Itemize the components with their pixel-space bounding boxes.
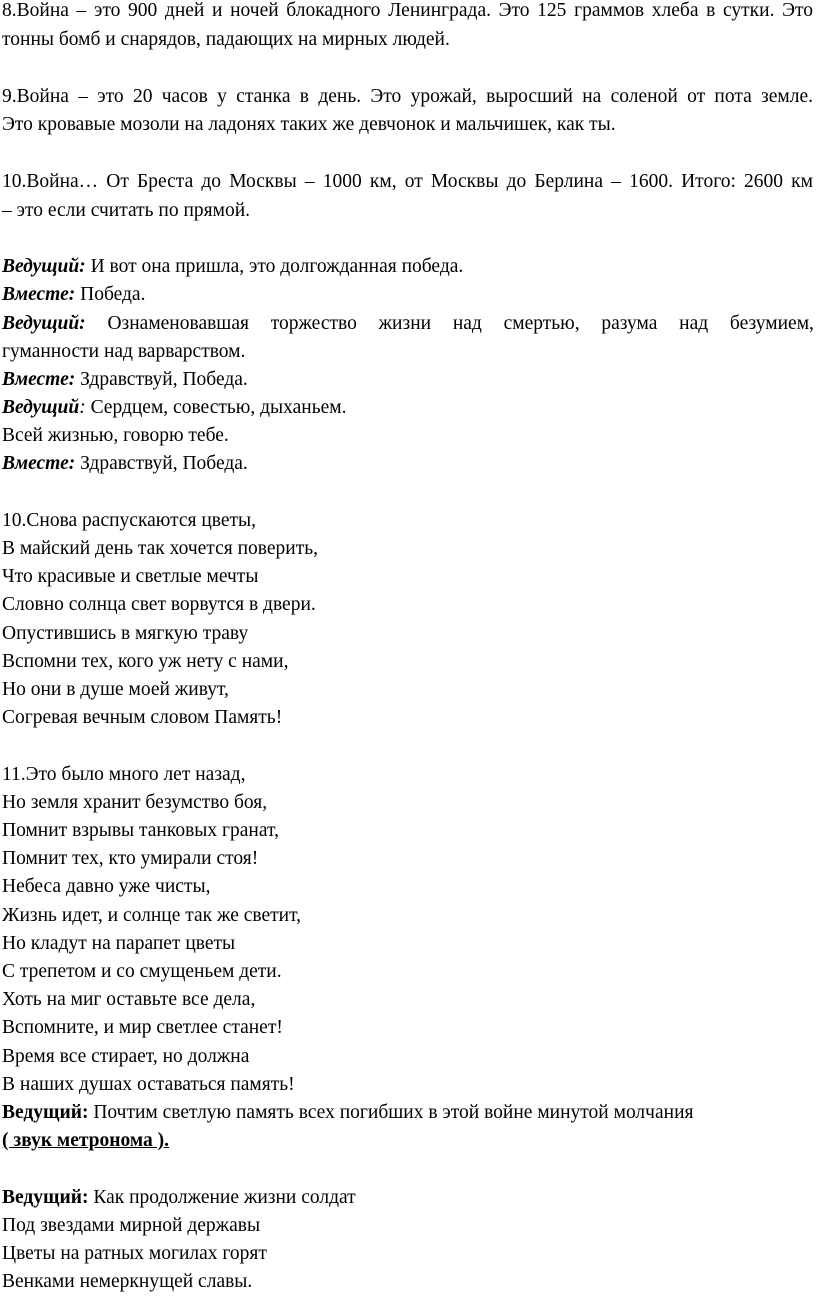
dialogue-word: смертью, — [503, 313, 580, 334]
poem-10-line: Словно солнца свет ворвутся в двери. — [2, 594, 316, 615]
poem-11-line: 11.Это было много лет назад, — [2, 764, 246, 785]
paragraph-8-line-1: 8.Война – это 900 дней и ночей блокадного Ленинграда. Это 125 граммов хлеба в сутки. Это — [2, 0, 813, 21]
closing-line — [2, 1183, 356, 1212]
poem-11-line: В наших душах оставаться память! — [2, 1074, 295, 1095]
dialogue-line — [2, 309, 814, 338]
dialogue-continuation: гуманности над варварством. — [2, 341, 246, 362]
speaker-label: Ведущий: — [2, 1187, 89, 1208]
dialogue-text: И вот она пришла, это долгожданная победа. — [85, 256, 464, 277]
poem-11-line: Но кладут на парапет цветы — [2, 933, 236, 954]
poem-11-line: Хоть на миг оставьте все дела, — [2, 989, 256, 1010]
poem-11-line: С трепетом и со смущеньем дети. — [2, 961, 282, 982]
dialogue-word: торжество — [270, 313, 357, 334]
dialogue-text: Сердцем, совестью, дыханьем. — [85, 397, 347, 418]
dialogue-line — [2, 393, 346, 422]
poem-11-line: Помнит тех, кто умирали стоя! — [2, 848, 259, 869]
dialogue-text: Всей жизнью, говорю тебе. — [2, 425, 229, 446]
poem-10-line: Но они в душе моей живут, — [2, 679, 229, 700]
speaker-label: Ведущий: — [2, 313, 86, 334]
poem-11-line: Вспомните, и мир светлее станет! — [2, 1017, 283, 1038]
closing-line: Венками немеркнущей славы. — [2, 1271, 253, 1292]
paragraph-9-line-2: Это кровавые мозоли на ладонях таких же девчонок и мальчишек, как ты. — [2, 114, 616, 135]
dialogue-word: над — [452, 313, 482, 334]
speaker-label: Вместе: — [2, 284, 76, 305]
poem-10-line: Согревая вечным словом Память! — [2, 707, 283, 728]
dialogue-line — [2, 252, 463, 281]
poem-10-line: Вспомни тех, кого уж нету с нами, — [2, 651, 289, 672]
paragraph-9-line-1: 9.Война – это 20 часов у станка в день. Это урожай, выросший на соленой от пота земле. — [2, 86, 813, 107]
dialogue-word: над — [679, 313, 709, 334]
poem-11-line: Небеса давно уже чисты, — [2, 876, 211, 897]
silence-line — [2, 1098, 693, 1127]
dialogue-word: Ознаменовавшая — [107, 313, 249, 334]
speaker-label: Ведущий: — [2, 1102, 89, 1123]
speaker-label: Ведущий: — [2, 256, 86, 277]
speaker-label: Вместе: — [2, 453, 76, 474]
speaker-label: Вместе: — [2, 369, 76, 390]
metronome-note: ( звук метронома ). — [2, 1130, 170, 1151]
poem-11-line: Время все стирает, но должна — [2, 1046, 250, 1067]
poem-10-line: В майский день так хочется поверить, — [2, 538, 318, 559]
dialogue-text: Здравствуй, Победа. — [75, 369, 248, 390]
paragraph-8-line-2: тонны бомб и снарядов, падающих на мирных людей. — [2, 29, 450, 50]
poem-10-line: 10.Снова распускаются цветы, — [2, 510, 257, 531]
poem-11-line: Но земля хранит безумство боя, — [2, 792, 268, 813]
dialogue-word: разума — [601, 313, 658, 334]
dialogue-line — [2, 449, 248, 478]
silence-text: Почтим светлую память всех погибших в этой войне минутой молчания — [88, 1102, 694, 1123]
speaker-label: Ведущий — [2, 397, 80, 418]
dialogue-word: жизни — [378, 313, 432, 334]
paragraph-10-line-2: – это если считать по прямой. — [2, 200, 251, 221]
poem-11-line: Помнит взрывы танковых гранат, — [2, 820, 279, 841]
closing-line: Цветы на ратных могилах горят — [2, 1243, 267, 1264]
speaker-colon: : — [79, 397, 86, 418]
poem-10-line: Опустившись в мягкую траву — [2, 623, 249, 644]
closing-line: Под звездами мирной державы — [2, 1215, 261, 1236]
dialogue-line — [2, 280, 145, 309]
paragraph-10-line-1: 10.Война… От Бреста до Москвы – 1000 км, от Москвы до Берлина – 1600. Итого: 2600 км — [2, 171, 813, 192]
dialogue-line — [2, 365, 248, 394]
dialogue-text: Победа. — [75, 284, 146, 305]
closing-text: Как продолжение жизни солдат — [88, 1187, 356, 1208]
poem-11-line: Жизнь идет, и солнце так же светит, — [2, 905, 302, 926]
dialogue-word: безумием, — [729, 313, 814, 334]
dialogue-text: Здравствуй, Победа. — [75, 453, 248, 474]
poem-10-line: Что красивые и светлые мечты — [2, 566, 259, 587]
